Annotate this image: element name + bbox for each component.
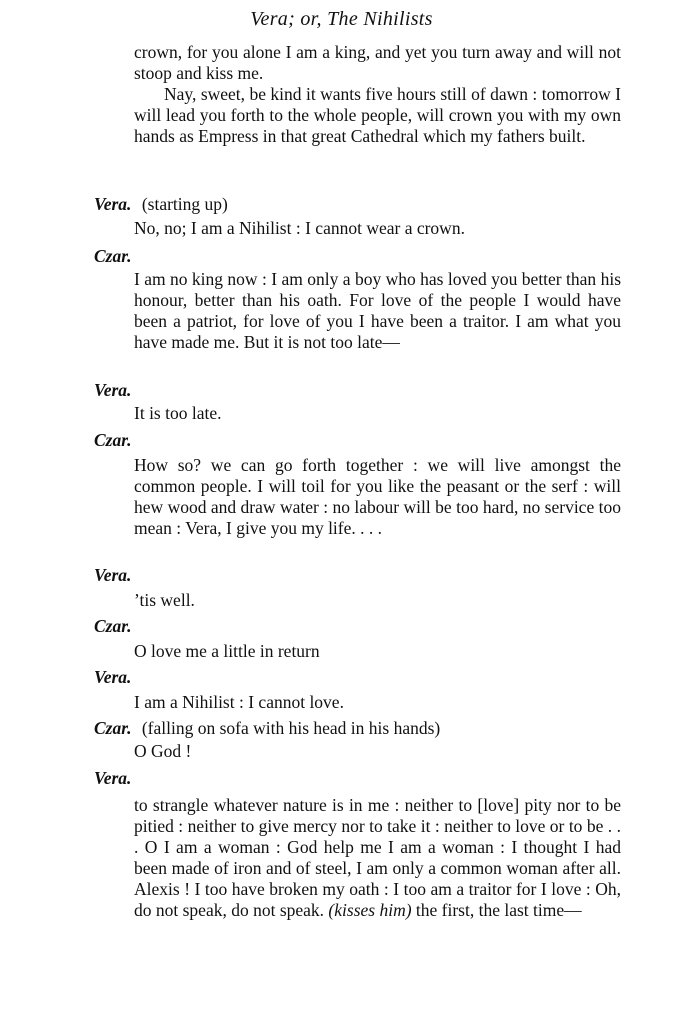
speaker-line: [94, 667, 131, 688]
speaker-line: [94, 380, 131, 401]
speaker-name: Vera.: [94, 194, 132, 214]
speech-paragraph: How so? we can go forth together : we will live amongst the common people. I will toil for you like the peasant or the serf : will hew wood and draw water : no labour will be too hard, no service too mean : Vera, I give you my life. . . .: [134, 455, 621, 538]
speaker-name: Czar.: [94, 616, 132, 636]
speaker-name: Vera.: [94, 565, 132, 585]
speaker-name: Czar.: [94, 430, 132, 450]
speech-line: O love me a little in return: [134, 641, 320, 661]
stage-direction: (falling on sofa with his head in his hands): [141, 718, 441, 738]
page-title: Vera; or, The Nihilists: [250, 8, 433, 30]
speaker-name: Czar.: [94, 246, 132, 266]
speaker-line: [94, 565, 131, 586]
speech-text: the first, the last time—: [415, 900, 582, 920]
speaker-line: [94, 246, 131, 267]
speaker-name: Vera.: [94, 667, 132, 687]
speaker-name: Vera.: [94, 380, 132, 400]
speech-paragraph: crown, for you alone I am a king, and yet you turn away and will not stoop and kiss me.: [134, 42, 621, 83]
speech-paragraph: [134, 795, 621, 921]
speaker-line: [94, 194, 228, 215]
speaker-line: [94, 616, 131, 637]
speech-line: It is too late.: [134, 403, 222, 423]
speech-paragraph: Nay, sweet, be kind it wants five hours still of dawn : tomorrow I will lead you forth to the whole people, will crown you with my own hands as Empress in that great Cathedral which my fathers built.: [134, 84, 621, 146]
speaker-line: [94, 430, 131, 451]
speech-line: ’tis well.: [134, 590, 195, 610]
speaker-name: Czar.: [94, 718, 132, 738]
speaker-line: [94, 718, 440, 739]
speaker-name: Vera.: [94, 768, 132, 788]
speech-text: to strangle whatever nature is in me : neither to [love] pity nor to be pitied : neither to give mercy nor to take it : neither to love or to be . . . O I am a woman : God help me I am a woman : I thought I had been made of iron and of steel, I am only a common woman after all. Alexis ! I too have broken my oath : I too am a traitor for I love : Oh, do not speak, do not speak.: [134, 795, 621, 920]
speech-paragraph: I am no king now : I am only a boy who has loved you better than his honour, better than his oath. For love of the people I would have been a patriot, for love of you I have been a traitor. I am what you have made me. But it is not too late—: [134, 269, 621, 352]
speaker-line: [94, 768, 131, 789]
speech-line: I am a Nihilist : I cannot love.: [134, 692, 344, 712]
stage-direction: (kisses him): [328, 900, 412, 920]
stage-direction: (starting up): [141, 194, 228, 214]
speech-line: O God !: [134, 741, 192, 761]
speech-line: No, no; I am a Nihilist : I cannot wear a crown.: [134, 218, 465, 238]
